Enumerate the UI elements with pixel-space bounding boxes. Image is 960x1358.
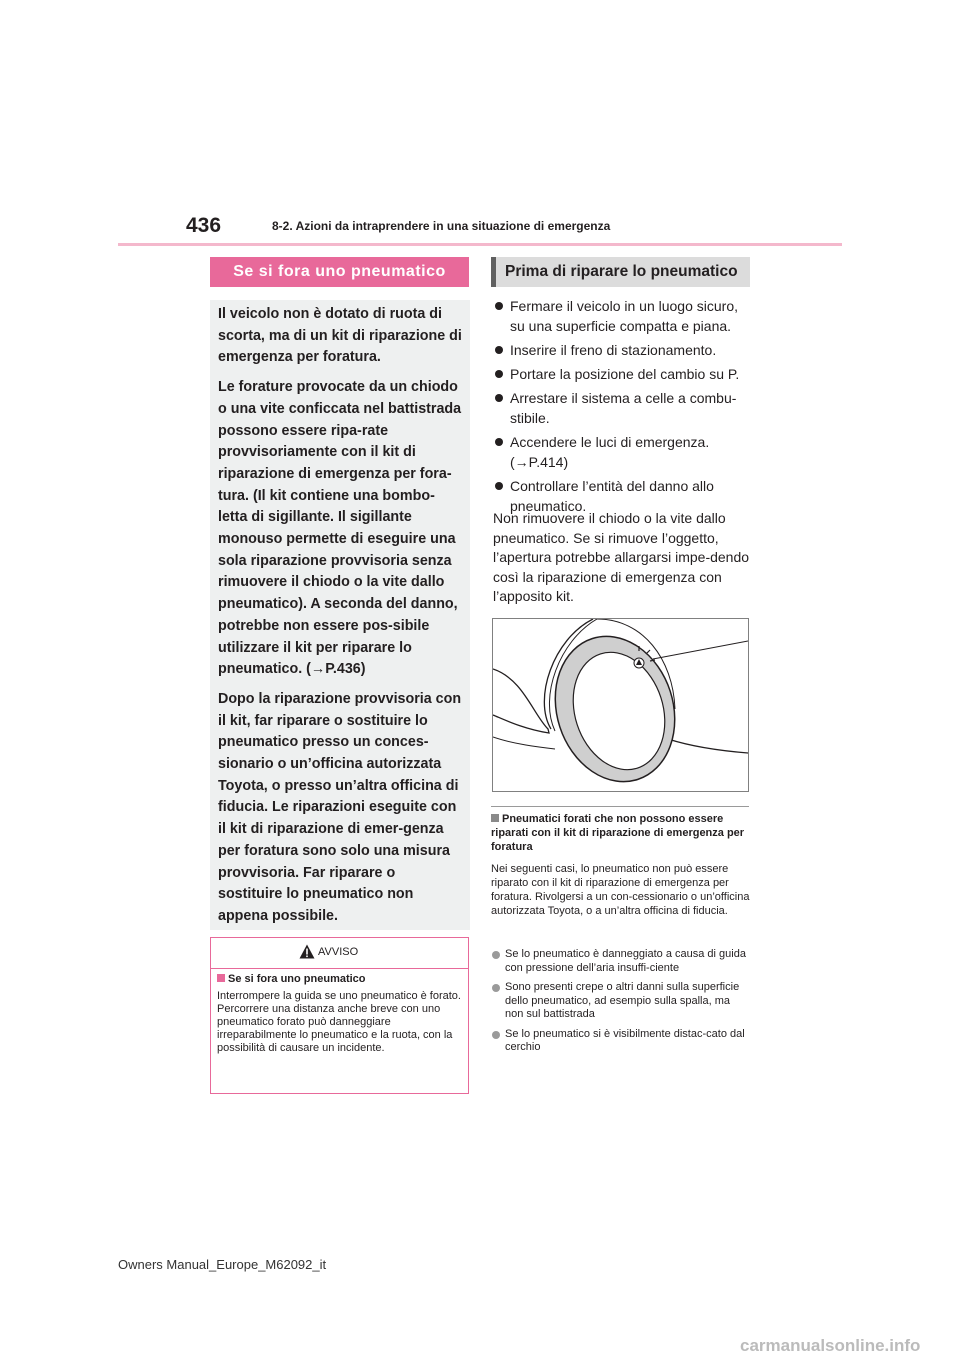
section-heading-before-repair: Prima di riparare lo pneumatico [491,257,750,287]
list-item: Arrestare il sistema a celle a combu-stibile. [493,388,755,428]
square-bullet-icon [491,814,499,822]
intro-paragraph: Le forature provocate da un chiodo o una vite conficcata nel battistrada possono essere ripa-rate provvisoriamente con il kit di riparazione di emergenza per fora-tura. (Il kit contiene una bombo-letta di sigillante. Il sigillante monouso permette di eseguire una sola riparazione provvisoria senza rimuovere il chiodo o la vite dallo pneumatico). A seconda del danno, potrebbe non essere pos-sibile utilizzare il kit per riparare lo pneumatico. (→P.436) [218,379,462,678]
list-item: Se lo pneumatico si è visibilmente distac-cato dal cerchio [491,1028,751,1055]
intro-box [210,300,470,930]
warning-text: Interrompere la guida se uno pneumatico è forato. Percorrere una distanza anche breve con uno pneumatico forato può danneggiare irreparabilmente lo pneumatico e la ruota, con la possibilità di causare un incidente. [217,990,461,1054]
list-item: Portare la posizione del cambio su P. [493,364,755,384]
section-heading-flat-tire: Se si fora uno pneumatico [210,257,469,287]
warning-title: AVVISO [318,946,359,958]
non-repairable-cases [491,948,751,1061]
list-item: Fermare il veicolo in un luogo sicuro, su una superficie compatta e piana. [493,296,755,336]
warning-triangle-icon [299,944,315,959]
intro-paragraph: Il veicolo non è dotato di ruota di scorta, ma di un kit di riparazione di emergenza per foratura. [218,306,462,366]
list-item: Accendere le luci di emergenza. (→P.414) [493,432,755,472]
hazard-switch-illustration [492,618,749,792]
subsection-text: Nei seguenti casi, lo pneumatico non può essere riparato con il kit di riparazione di emergenza per foratura. Rivolgersi a un con-cessionario o un’officina autorizzata Toyota, o a un’altra officina di fiducia. [491,863,750,917]
square-bullet-icon [217,974,225,982]
document-id: Owners Manual_Europe_M62092_it [118,1257,327,1272]
notice-paragraph: Non rimuovere il chiodo o la vite dallo pneumatico. Se si rimuove l’oggetto, l’apertura potrebbe allargarsi impe-dendo così la riparazione di emergenza con l’apposito kit. [493,510,750,604]
section-divider [491,806,749,807]
watermark: carmanualsonline.info [740,1336,921,1355]
list-item: Controllare l’entità del danno allo pneumatico. [493,476,755,516]
warning-heading: Se si fora uno pneumatico [217,973,462,985]
list-item: Sono presenti crepe o altri danni sulla superficie dello pneumatico, ad esempio sulla spalla, ma non sul battistrada [491,981,751,1022]
subsection-heading: Pneumatici forati che non possono essere riparati con il kit di riparazione di emergenza per foratura [491,813,745,853]
warning-box [210,937,469,1094]
list-item: Se lo pneumatico è danneggiato a causa di guida con pressione dell’aria insuffi-ciente [491,948,751,975]
page-number: 436 [186,214,222,237]
header-rule [118,243,842,246]
intro-paragraph: Dopo la riparazione provvisoria con il kit, far riparare o sostituire lo pneumatico presso un conces-sionario o un’officina autorizzata Toyota, o presso un’altra officina di fiducia. Le riparazioni eseguite con il kit di riparazione di emer-genza per foratura sono solo una misura provvisoria. Far riparare o sostituire lo pneumatico non appena possibile. [218,690,462,924]
preparation-steps [493,296,755,520]
chapter-title: 8-2. Azioni da intraprendere in una situazione di emergenza [272,219,611,233]
warning-header [211,938,468,969]
list-item: Inserire il freno di stazionamento. [493,340,755,360]
